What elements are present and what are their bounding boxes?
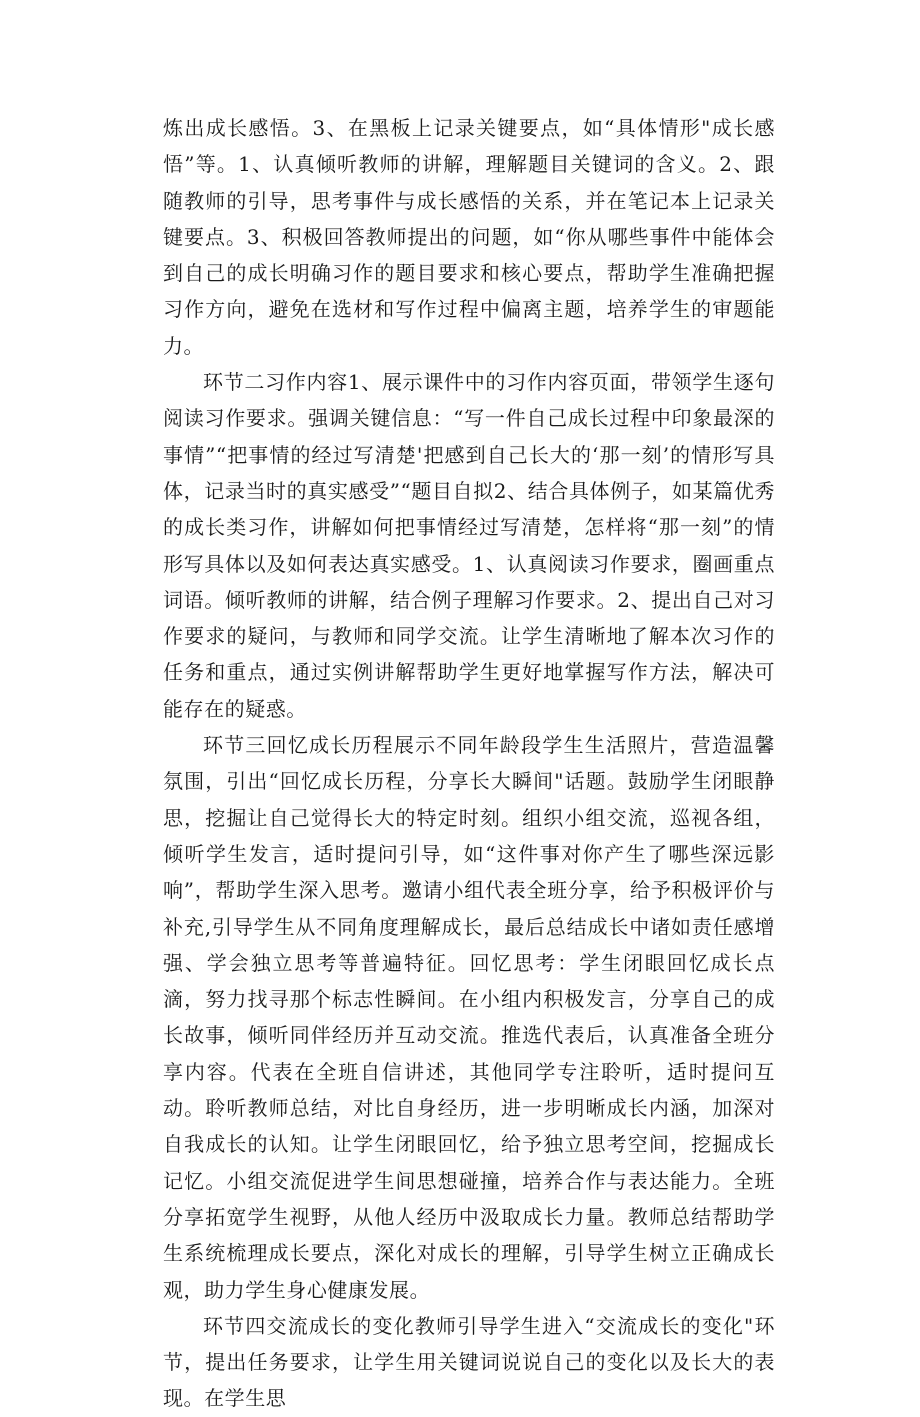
paragraph-4: 环节四交流成长的变化教师引导学生进入“交流成长的变化"环节，提出任务要求，让学生用关键词说说自己的变化以及长大的表现。在学生思	[163, 1313, 775, 1411]
document-body	[163, 110, 775, 1417]
paragraph-1: 炼出成长感悟。3、在黑板上记录关键要点，如“具体情形"成长感悟”等。1、认真倾听教师的讲解，理解题目关键词的含义。2、跟随教师的引导，思考事件与成长感悟的关系，并在笔记本上记录关键要点。3、积极回答教师提出的问题，如“你从哪些事件中能体会到自己的成长明确习作的题目要求和核心要点，帮助学生准确把握习作方向，避免在选材和写作过程中偏离主题，培养学生的审题能力。	[163, 116, 775, 358]
paragraph-2: 环节二习作内容1、展示课件中的习作内容页面，带领学生逐句阅读习作要求。强调关键信息：“写一件自己成长过程中印象最深的事情”“把事情的经过写清楚'把感到自己长大的‘那一刻’的情形写具体，记录当时的真实感受”“题目自拟2、结合具体例子，如某篇优秀的成长类习作，讲解如何把事情经过写清楚，怎样将“那一刻”的情形写具体以及如何表达真实感受。1、认真阅读习作要求，圈画重点词语。倾听教师的讲解，结合例子理解习作要求。2、提出自己对习作要求的疑问，与教师和同学交流。让学生清晰地了解本次习作的任务和重点，通过实例讲解帮助学生更好地掌握写作方法，解决可能存在的疑惑。	[163, 370, 775, 721]
paragraph-3: 环节三回忆成长历程展示不同年龄段学生生活照片，营造温馨氛围，引出“回忆成长历程，分享长大瞬间"话题。鼓励学生闭眼静思，挖掘让自己觉得长大的特定时刻。组织小组交流，巡视各组，倾听学生发言，适时提问引导，如“这件事对你产生了哪些深远影响”，帮助学生深入思考。邀请小组代表全班分享，给予积极评价与补充,引导学生从不同角度理解成长，最后总结成长中诸如责任感增强、学会独立思考等普遍特征。回忆思考：学生闭眼回忆成长点滴，努力找寻那个标志性瞬间。在小组内积极发言，分享自己的成长故事，倾听同伴经历并互动交流。推选代表后，认真准备全班分享内容。代表在全班自信讲述，其他同学专注聆听，适时提问互动。聆听教师总结，对比自身经历，进一步明晰成长内涵，加深对自我成长的认知。让学生闭眼回忆，给予独立思考空间，挖掘成长记忆。小组交流促进学生间思想碰撞，培养合作与表达能力。全班分享拓宽学生视野，从他人经历中汲取成长力量。教师总结帮助学生系统梳理成长要点，深化对成长的理解，引导学生树立正确成长观，助力学生身心健康发展。	[163, 733, 775, 1302]
